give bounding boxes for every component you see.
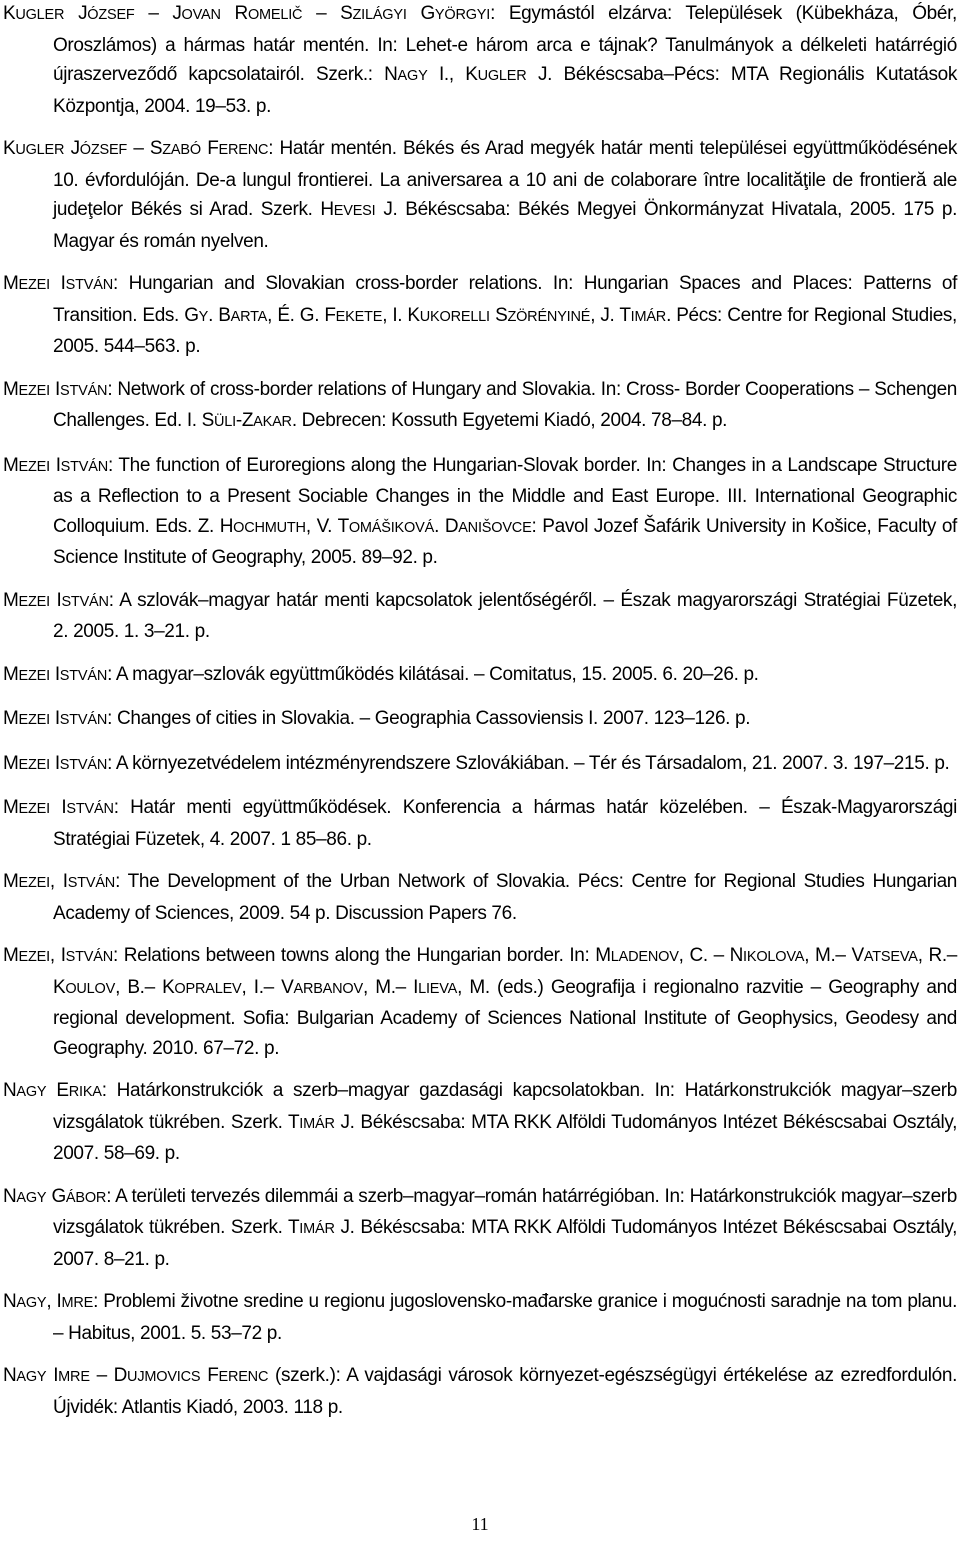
reference-text: I: [49, 797, 67, 818]
reference-text: I: [49, 708, 60, 729]
reference-text: N: [3, 1185, 17, 1207]
reference-entry: [3, 269, 957, 362]
author-name-smallcaps: ZÖRÉNYINÉ: [507, 308, 591, 325]
author-name-smallcaps: OPRALEV: [174, 980, 242, 997]
author-name-smallcaps: ANIŠOVCE: [458, 519, 532, 536]
reference-text: – S: [127, 138, 163, 159]
reference-text: : The function of Euroregions along the Hungarian-Slovak border. In: Changes in a Landscape Structure as a Reflection to a Present Sociable Changes in the Middle and East Europe. III. International Geographic Colloquium. Eds. Z. H: [53, 454, 957, 537]
author-name-smallcaps: STVÁN: [65, 277, 113, 293]
reference-text: M: [3, 752, 19, 774]
reference-text: M: [3, 589, 19, 611]
author-name-smallcaps: ERENC: [218, 142, 269, 158]
reference-text: N: [3, 1080, 17, 1101]
reference-entry: [3, 941, 957, 1063]
reference-text: G: [46, 1185, 66, 1207]
author-name-smallcaps: AGY: [16, 1369, 47, 1385]
author-name-smallcaps: EZEI: [18, 667, 50, 684]
reference-text: N: [3, 1291, 17, 1312]
reference-entry: [3, 704, 957, 736]
author-name-smallcaps: EVESI: [333, 203, 376, 219]
author-name-smallcaps: STVÁN: [59, 712, 108, 728]
author-name-smallcaps: AGY: [16, 1295, 47, 1311]
author-name-smallcaps: STVÁN: [61, 593, 109, 610]
author-name-smallcaps: ÁBOR: [65, 1189, 107, 1206]
author-name-smallcaps: ERENC: [218, 1369, 269, 1385]
reference-text: J. Békéscsaba: MTA RKK Alföldi Tudományos Intézet Békéscsabai Osztály, 2007. 8–21. p.: [53, 1217, 958, 1270]
author-name-smallcaps: LADENOV: [610, 949, 679, 965]
reference-text: (szerk.): A vajdasági városok környezet-egészségügyi értékelése az ezredfordulón. Újvidék: Atlantis Kiadó, 2003. 118 p.: [53, 1365, 958, 1418]
author-name-smallcaps: ÜLI: [213, 414, 236, 430]
author-name-smallcaps: EZEI: [18, 458, 50, 475]
author-name-smallcaps: STVÁN: [59, 756, 108, 773]
reference-text: . D: [434, 515, 459, 537]
author-name-smallcaps: RIKA: [68, 1084, 102, 1100]
reference-text: : A területi tervezés dilemmái a szerb–magyar–román határrégióban. In: Határkonstrukciók magyar–szerb vizsgálatok tükrében. Szerk. T: [53, 1185, 957, 1238]
reference-text: , É. G. F: [267, 304, 336, 326]
reference-text: J. Békéscsaba: Békés Megyei Önkormányzat Hivatala, 2005. 175 p. Magyar és román nyelven.: [53, 199, 958, 252]
reference-text: : Határkonstrukciók a szerb–magyar gazdasági kapcsolatokban. In: Határkonstrukciók magyar–szerb vizsgálatok tükrében. Szerk. T: [53, 1080, 957, 1133]
reference-text: I., K: [427, 64, 478, 85]
reference-text: : Problemi životne sredine u regionu jugoslovensko-mađarske granice i mogućnosti saradnje na tom planu. – Habitus, 2001. 5. 53–72 p.: [53, 1291, 957, 1344]
author-name-smallcaps: UKORELLI: [419, 308, 490, 325]
author-name-smallcaps: YÖRGYI: [434, 7, 491, 23]
reference-text: I: [49, 752, 60, 774]
reference-entry: [3, 0, 957, 121]
author-name-smallcaps: AKAR: [253, 414, 292, 430]
author-name-smallcaps: IMÁR: [299, 1115, 335, 1132]
author-name-smallcaps: OMELIČ: [247, 7, 303, 23]
author-name-smallcaps: Y: [198, 308, 209, 325]
reference-text: , C. – N: [678, 945, 744, 966]
author-name-smallcaps: UJMOVICS: [127, 1369, 201, 1385]
author-name-smallcaps: ÓZSEF: [79, 142, 128, 158]
reference-entry: [3, 1361, 957, 1422]
reference-text: . Pécs: Centre for Regional Studies, 2005. 544–563. p.: [53, 304, 957, 357]
reference-text: M: [3, 273, 19, 294]
reference-text: R: [220, 3, 248, 24]
reference-text: : Network of cross-border relations of Hungary and Slovakia. In: Cross- Border Cooperations – Schengen Challenges. Ed. I. S: [53, 378, 958, 431]
reference-text: J: [64, 138, 80, 159]
reference-entry: [3, 134, 957, 256]
reference-text: – J: [134, 3, 182, 24]
author-name-smallcaps: ZABÓ: [162, 142, 201, 158]
author-name-smallcaps: EZEI: [18, 949, 50, 965]
reference-entry: [3, 793, 957, 854]
reference-text: F: [200, 1365, 219, 1386]
reference-text: N: [3, 1365, 17, 1386]
reference-text: , R.– K: [53, 945, 957, 998]
author-name-smallcaps: EZEI: [18, 712, 50, 728]
reference-text: . Debrecen: Kossuth Egyetemi Kiadó, 2004. 78–84. p.: [291, 410, 728, 431]
reference-text: , M.– V: [804, 945, 864, 966]
reference-text: I: [49, 378, 60, 400]
reference-text: : The Development of the Urban Network of Slovakia. Pécs: Centre for Regional Studies Hungarian Academy of Sciences, 2009. 54 p. Discussion Papers 76.: [53, 871, 957, 924]
author-name-smallcaps: STVÁN: [59, 382, 108, 399]
author-name-smallcaps: STVÁN: [67, 875, 116, 891]
reference-text: K: [3, 138, 16, 159]
author-name-smallcaps: IKOLOVA: [743, 949, 805, 965]
reference-text: : A magyar–szlovák együttműködés kilátásai. – Comitatus, 15. 2005. 6. 20–26. p.: [107, 663, 759, 685]
reference-text: -Z: [235, 410, 254, 431]
reference-text: : Hungarian and Slovakian cross-border relations. In: Hungarian Spaces and Places: Patterns of Transition. Eds. G: [53, 273, 958, 326]
reference-text: : Relations between towns along the Hungarian border. In: M: [112, 945, 611, 966]
author-name-smallcaps: LIEVA: [418, 980, 458, 997]
reference-text: M: [3, 708, 19, 729]
author-name-smallcaps: MRE: [58, 1369, 90, 1385]
author-name-smallcaps: EZEI: [18, 875, 50, 891]
reference-text: , B.– K: [115, 976, 175, 998]
reference-text: I: [49, 589, 62, 611]
page-number: 11: [471, 1514, 489, 1534]
reference-text: M: [3, 454, 19, 476]
reference-text: – S: [302, 3, 353, 24]
reference-text: : Changes of cities in Slovakia. – Geographia Cassoviensis I. 2007. 123–126. p.: [107, 708, 751, 729]
author-name-smallcaps: EZEI: [18, 277, 50, 293]
reference-text: , M. (eds.) Geografija i regionalno razvitie – Geography and regional development. Sofia: Bulgarian Academy of Sciences National Institute of Geophysics, Geodesy and Geography. 2010. 67–72. p.: [53, 976, 958, 1059]
author-name-smallcaps: MRE: [61, 1295, 94, 1311]
author-name-smallcaps: EZEI: [18, 801, 50, 817]
reference-text: : Határ menti együttműködések. Konferencia a hármas határ közelében. – Észak-Magyarországi Stratégiai Füzetek, 4. 2007. 1 85–86. p.: [53, 797, 957, 850]
reference-text: S: [489, 304, 508, 326]
reference-text: I: [49, 663, 60, 685]
reference-text: – D: [89, 1365, 128, 1386]
reference-entry: [3, 660, 957, 692]
reference-text: I: [49, 273, 66, 294]
author-name-smallcaps: ATSEVA: [863, 949, 918, 965]
reference-text: J: [64, 3, 88, 24]
author-name-smallcaps: OULOV: [65, 980, 116, 997]
author-name-smallcaps: ÓZSEF: [87, 7, 135, 23]
reference-text: , I: [46, 1291, 62, 1312]
reference-text: G: [406, 3, 435, 24]
reference-entry: [3, 451, 957, 573]
author-name-smallcaps: STVÁN: [65, 949, 113, 965]
author-name-smallcaps: AGY: [397, 68, 428, 84]
reference-text: J. Békéscsaba–Pécs: MTA Regionális Kutatások Központja, 2004. 19–53. p.: [53, 64, 957, 117]
reference-text: , V. T: [305, 515, 349, 537]
reference-text: : A környezetvédelem intézményrendszere Szlovákiában. – Tér és Társadalom, 21. 2007. 3. 197–215. p.: [107, 752, 950, 774]
author-name-smallcaps: ARTA: [230, 308, 268, 325]
reference-text: E: [46, 1080, 69, 1101]
reference-text: K: [3, 3, 16, 24]
author-name-smallcaps: ZILÁGYI: [352, 7, 407, 23]
reference-entry: [3, 1182, 957, 1275]
author-name-smallcaps: AGY: [16, 1084, 47, 1100]
reference-text: M: [3, 378, 19, 400]
reference-text: I: [49, 454, 61, 476]
reference-text: I: [46, 1365, 59, 1386]
author-name-smallcaps: ARBANOV: [293, 980, 363, 997]
reference-text: : A szlovák–magyar határ menti kapcsolatok jelentőségéről. – Észak magyarországi Stratégiai Füzetek, 2. 2005. 1. 3–21. p.: [53, 589, 958, 642]
author-name-smallcaps: AGY: [16, 1189, 47, 1206]
reference-text: M: [3, 945, 19, 966]
author-name-smallcaps: STVÁN: [59, 667, 108, 684]
reference-entry: [3, 1287, 957, 1348]
reference-text: , I. K: [382, 304, 420, 326]
author-name-smallcaps: UGLER: [15, 142, 65, 158]
reference-text: . B: [208, 304, 231, 326]
author-name-smallcaps: OCHMUTH: [233, 519, 306, 536]
reference-text: : Egymástól elzárva: Települések (Kübekháza, Óbér, Oroszlámos) a hármas határ mentén. In: Lehet-e három arca e tájnak? Tanulmányok a délkeleti határrégió újraszerveződő kapcsolatairól. Szerk.: N: [53, 3, 957, 85]
reference-entry: [3, 375, 957, 438]
reference-entry: [3, 749, 957, 781]
reference-text: , I: [49, 945, 66, 966]
reference-entry: [3, 586, 957, 647]
reference-list: [3, 0, 957, 1435]
reference-text: , I.– V: [241, 976, 294, 998]
author-name-smallcaps: EKETE: [335, 308, 383, 325]
author-name-smallcaps: EZEI: [18, 382, 50, 399]
reference-text: F: [200, 138, 219, 159]
reference-text: , M.– I: [362, 976, 419, 998]
reference-text: M: [3, 663, 19, 685]
reference-text: , J. T: [590, 304, 631, 326]
author-name-smallcaps: IMÁR: [299, 1221, 335, 1237]
author-name-smallcaps: OVAN: [181, 7, 221, 23]
reference-entry: [3, 867, 957, 928]
reference-text: : Határ mentén. Békés és Arad megyék határ menti települései együttműködésének 10. évfordulóján. De-a lungul frontierei. La aniversarea a 10 ani de colaborare între localităţile de frontieră ale judeţelor Békés si Arad. Szerk. H: [53, 138, 957, 220]
author-name-smallcaps: EZEI: [18, 593, 50, 610]
reference-text: : Pavol Jozef Šafárik University in Košice, Faculty of Science Institute of Geography, 2005. 89–92. p.: [53, 515, 957, 568]
author-name-smallcaps: STVÁN: [60, 458, 108, 475]
reference-entry: [3, 1076, 957, 1169]
reference-text: M: [3, 797, 19, 818]
author-name-smallcaps: UGLER: [477, 68, 527, 84]
author-name-smallcaps: IMÁR: [630, 308, 667, 325]
author-name-smallcaps: STVÁN: [66, 801, 114, 817]
author-name-smallcaps: UGLER: [15, 7, 65, 23]
author-name-smallcaps: OMÁŠIKOVÁ: [348, 519, 435, 536]
reference-text: , I: [49, 871, 68, 892]
reference-text: M: [3, 871, 19, 892]
author-name-smallcaps: EZEI: [18, 756, 50, 773]
reference-text: J. Békéscsaba: MTA RKK Alföldi Tudományos Intézet Békéscsabai Osztály, 2007. 58–69. p.: [53, 1111, 958, 1164]
